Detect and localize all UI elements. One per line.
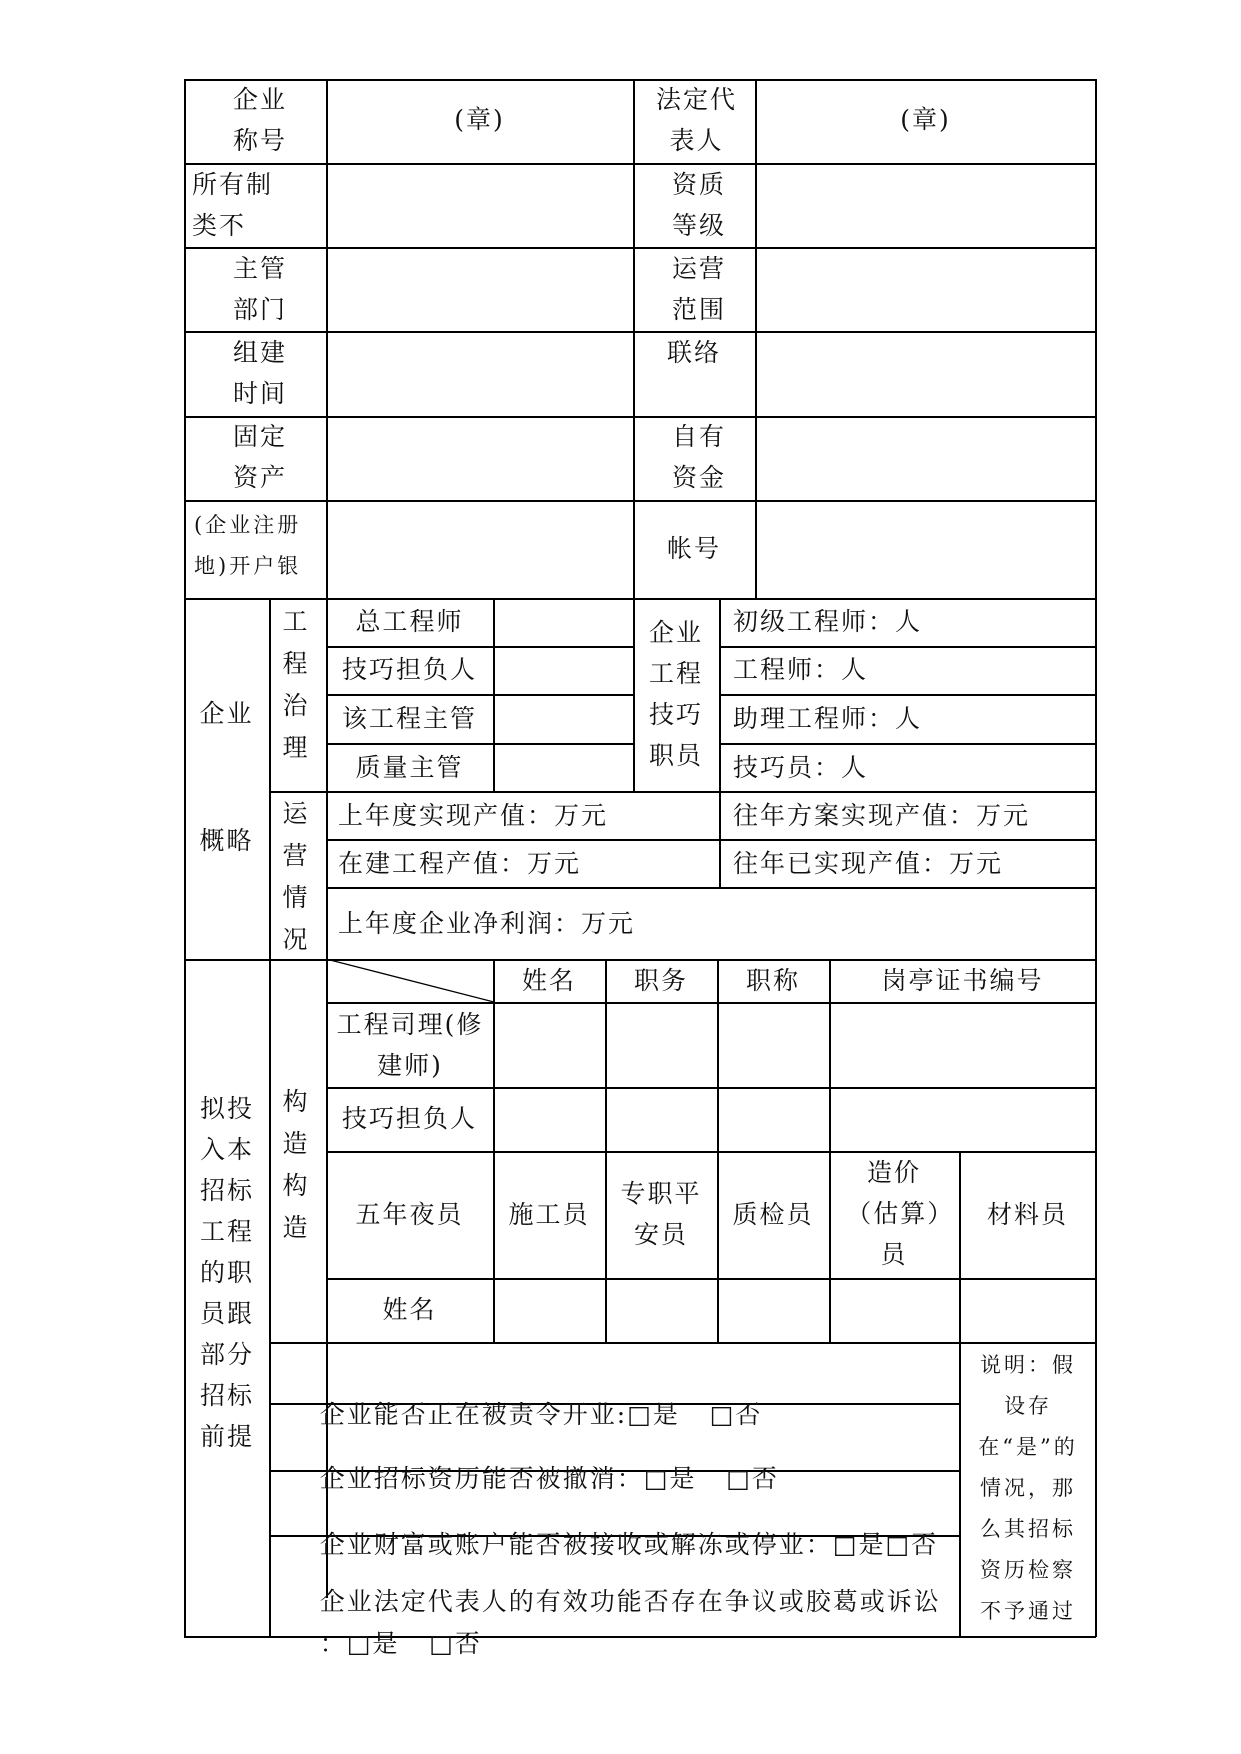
condition-text: 企业招标资历能否被撤消： [319,1464,644,1493]
role-cost-estimator: 造价（估算）员 [846,1158,942,1269]
colon: ： [319,1629,347,1658]
grid-line [755,79,757,598]
contact-label: 联络 [666,338,721,367]
yes-label: 是 [669,1464,697,1493]
fixed-assets-label: 固定资产 [232,422,287,492]
supervisor-label: 主管部门 [232,254,287,324]
tech-staff-label: 企业工程技巧职员 [648,618,703,770]
grid-line [829,959,831,1343]
grid-line [326,79,328,598]
output-realized: 往年已实现产值：万元 [733,849,1004,878]
business-scope-label: 运营范围 [671,254,726,324]
condition-text: 企业法定代表人的有效功能否存在争议或胶葛或诉讼 [319,1587,941,1616]
yes-label: 是 [858,1530,886,1559]
project-supervisor-label: 该工程主管 [341,704,477,733]
tech-lead-label: 技巧担负人 [341,655,477,684]
output-in-progress: 在建工程产值：万元 [338,849,582,878]
engineer-count: 工程师：人 [733,655,869,684]
border-top [184,79,1096,81]
grid-line [269,791,1096,793]
grid-line [184,416,1096,418]
company-name-label: 企业称号 [232,85,287,155]
no-label: 否 [911,1530,939,1559]
checkbox-no[interactable]: □ [429,1629,455,1658]
grid-line [719,694,1096,696]
grid-line [326,1151,1096,1153]
bank-label: (企业注册地)开户银 [194,513,302,578]
header-name: 姓名 [521,966,576,995]
legal-rep-label: 法定代表人 [655,85,737,155]
header-position: 职务 [633,966,688,995]
tech-lead-row-label: 技巧担负人 [341,1104,477,1133]
project-manager-label: 工程司理(修建师) [336,1010,484,1080]
chief-engineer-label: 总工程师 [355,607,464,636]
header-title: 职称 [745,966,800,995]
checkbox-yes[interactable]: □ [627,1400,653,1429]
quality-supervisor-label: 质量主管 [355,753,464,782]
overview-section-label-1: 企业 [199,699,254,728]
grid-line [184,598,1096,600]
own-funds-label: 自有资金 [671,422,726,492]
grid-line [959,1151,961,1343]
grid-line [326,1087,1096,1089]
border-right [1095,79,1097,1637]
grid-line [326,887,1096,889]
grid-line [184,163,1096,165]
diagonal-header-line [326,959,494,1003]
no-label: 否 [454,1629,482,1658]
project-mgmt-label: 工程治理 [282,607,310,762]
grid-line [184,500,1096,502]
structure-label: 构造构造 [282,1087,310,1242]
personnel-section-label: 拟投入本招标工程的职员跟部分招标前提 [199,1094,254,1451]
company-seal: (章) [454,105,505,134]
founded-label: 组建时间 [232,338,287,408]
legal-rep-seal: (章) [900,105,951,134]
checkbox-yes[interactable]: □ [643,1464,670,1493]
no-label: 否 [735,1400,763,1429]
grid-line [719,743,1096,745]
checkbox-no[interactable]: □ [726,1464,752,1493]
grid-line [269,1342,1096,1344]
grid-line [605,959,607,1343]
ownership-label: 所有制类不 [192,170,274,240]
no-label: 否 [751,1464,779,1493]
grid-line [493,959,495,1343]
condition-text: 企业能否正在被责令开业: [319,1400,628,1429]
conditions-note: 说明：假设存在“是”的情况，那么其招标资历检察不予通过 [978,1353,1078,1623]
checkbox-no[interactable]: □ [709,1400,736,1429]
qualification-form [184,79,1096,1658]
grid-line [717,959,719,1343]
junior-engineer-count: 初级工程师：人 [733,607,923,636]
role-quality-inspector: 质检员 [732,1200,814,1229]
grid-line [719,646,1096,648]
qualification-label: 资质等级 [671,170,726,240]
output-plan: 往年方案实现产值：万元 [733,801,1031,830]
checkbox-yes[interactable]: □ [832,1530,859,1559]
condition-legal-dispute-options [280,1581,482,1707]
checkbox-no[interactable]: □ [885,1530,912,1559]
condition-text: 企业财富或账户能否被接收或解冻或停业： [319,1530,833,1559]
yes-label: 是 [372,1629,400,1658]
overview-section-label-2: 概略 [199,826,254,855]
grid-line [326,1278,1096,1280]
account-label: 帐号 [666,534,721,563]
assistant-engineer-count: 助理工程师：人 [733,704,923,733]
grid-line [326,743,634,745]
role-safety-officer: 专职平安员 [620,1179,702,1249]
yes-label: 是 [652,1400,680,1429]
grid-line [959,1342,961,1637]
net-profit: 上年度企业净利润：万元 [338,909,636,938]
grid-line [326,694,634,696]
technician-count: 技巧员：人 [733,753,869,782]
role-material-officer: 材料员 [986,1200,1068,1229]
grid-line [184,247,1096,249]
name-row-label: 姓名 [382,1295,437,1324]
role-constructor: 施工员 [508,1200,590,1229]
grid-line [326,646,634,648]
staff-header-label: 五年夜员 [355,1200,464,1229]
checkbox-yes[interactable]: □ [346,1629,373,1658]
grid-line [326,839,1096,841]
grid-line [269,598,271,1636]
operation-label: 运营情况 [282,799,310,954]
output-last-year: 上年度实现产值：万元 [338,801,609,830]
header-certificate-no: 岗亭证书编号 [881,966,1044,995]
